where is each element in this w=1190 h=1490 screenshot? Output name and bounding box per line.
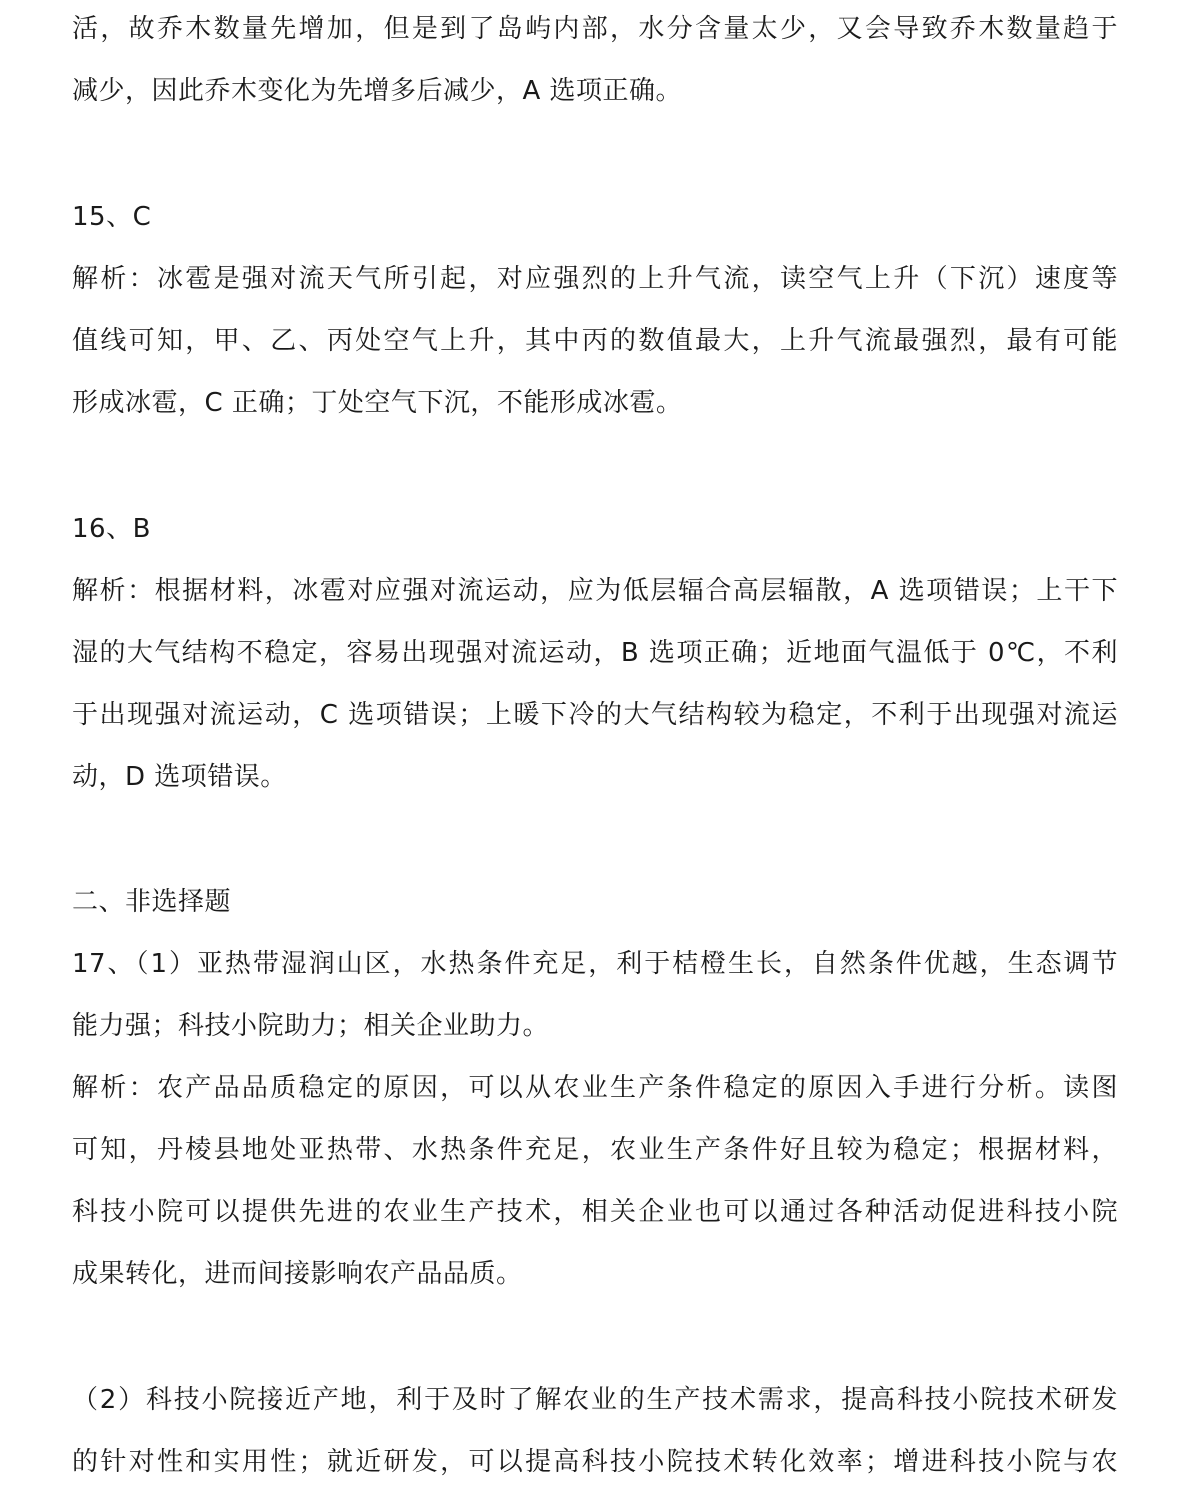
question-15-analysis-line-3: 形成冰雹，C 正确；丁处空气下沉，不能形成冰雹。 bbox=[72, 388, 683, 418]
question-16-heading: 16、B bbox=[72, 514, 151, 544]
section-heading-non-choice: 二、非选择题 bbox=[72, 887, 232, 917]
question-17-answer-1-line-2: 能力强；科技小院助力；相关企业助力。 bbox=[72, 1011, 550, 1041]
question-17-answer-2-line-2: 的针对性和实用性；就近研发，可以提高科技小院技术转化效率；增进科技小院与农 bbox=[72, 1447, 1118, 1477]
question-17-answer-2-line-1: （2）科技小院接近产地，利于及时了解农业的生产技术需求，提高科技小院技术研发 bbox=[72, 1385, 1118, 1415]
question-17-analysis-line-1: 解析：农产品品质稳定的原因，可以从农业生产条件稳定的原因入手进行分析。读图 bbox=[72, 1073, 1118, 1103]
question-15-analysis-line-2: 值线可知，甲、乙、丙处空气上升，其中丙的数值最大，上升气流最强烈，最有可能 bbox=[72, 326, 1118, 356]
question-17-analysis-line-3: 科技小院可以提供先进的农业生产技术，相关企业也可以通过各种活动促进科技小院 bbox=[72, 1197, 1118, 1227]
question-16-analysis-line-4: 动，D 选项错误。 bbox=[72, 762, 287, 792]
question-16-analysis-line-2: 湿的大气结构不稳定，容易出现强对流运动，B 选项正确；近地面气温低于 0℃，不利 bbox=[72, 638, 1118, 668]
question-17-analysis-line-4: 成果转化，进而间接影响农产品品质。 bbox=[72, 1259, 523, 1289]
question-15-analysis-line-1: 解析：冰雹是强对流天气所引起，对应强烈的上升气流，读空气上升（下沉）速度等 bbox=[72, 264, 1118, 294]
text-line-1: 活，故乔木数量先增加，但是到了岛屿内部，水分含量太少，又会导致乔木数量趋于 bbox=[72, 14, 1118, 44]
question-17-analysis-line-2: 可知，丹棱县地处亚热带、水热条件充足，农业生产条件好且较为稳定；根据材料， bbox=[72, 1135, 1118, 1165]
question-17-answer-1-line-1: 17、（1）亚热带湿润山区，水热条件充足，利于桔橙生长，自然条件优越，生态调节 bbox=[72, 949, 1118, 979]
text-line-2: 减少，因此乔木变化为先增多后减少，A 选项正确。 bbox=[72, 76, 683, 106]
question-16-analysis-line-3: 于出现强对流运动，C 选项错误；上暖下冷的大气结构较为稳定，不利于出现强对流运 bbox=[72, 700, 1118, 730]
question-15-heading: 15、C bbox=[72, 202, 152, 232]
question-16-analysis-line-1: 解析：根据材料，冰雹对应强对流运动，应为低层辐合高层辐散，A 选项错误；上干下 bbox=[72, 576, 1118, 606]
